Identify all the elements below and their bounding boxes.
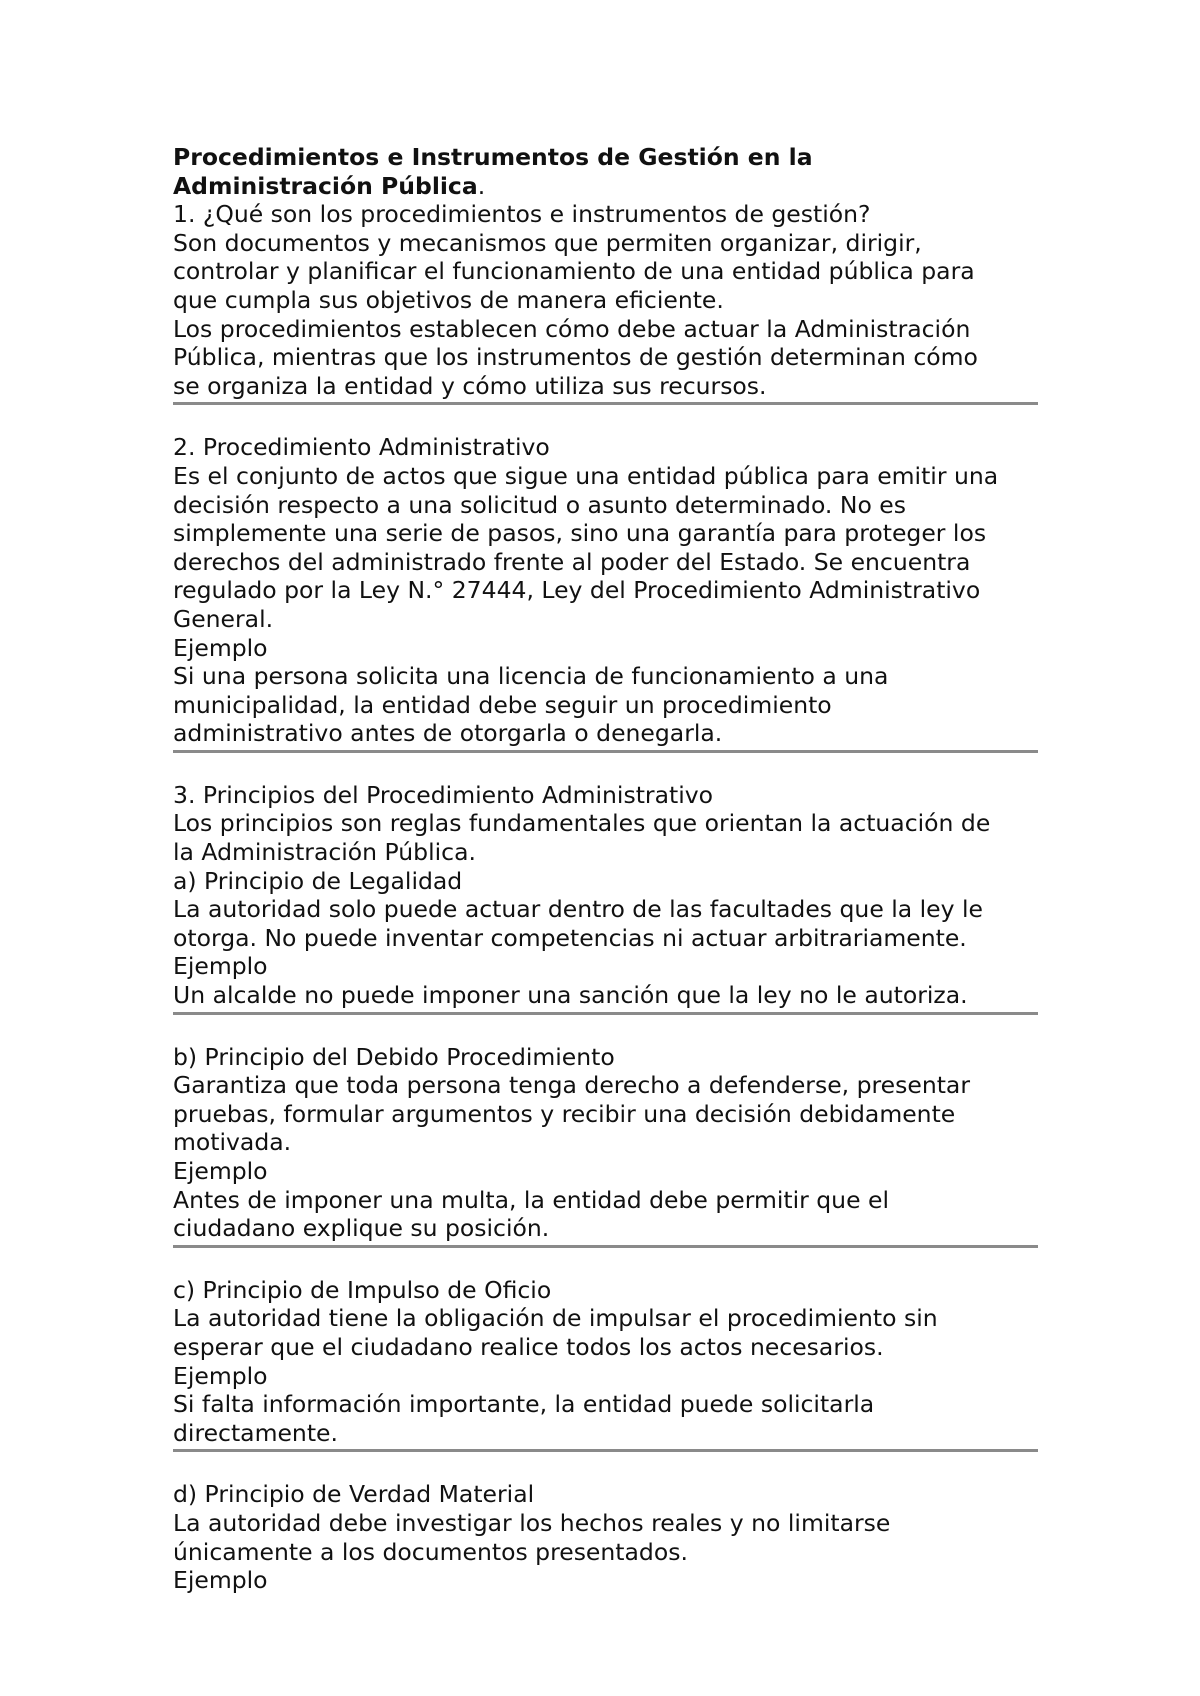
section-1-line: Son documentos y mecanismos que permiten organizar, dirigir, — [173, 228, 922, 257]
section-1 — [173, 200, 1038, 400]
document-title — [173, 143, 1038, 200]
principle-a-heading: a) Principio de Legalidad — [173, 866, 463, 895]
section-c-line: directamente. — [173, 1418, 338, 1447]
section-3 — [173, 781, 1038, 1010]
section-3-heading: 3. Principios del Procedimiento Administrativo — [173, 780, 714, 809]
section-divider — [173, 402, 1038, 405]
section-c-line: La autoridad tiene la obligación de impulsar el procedimiento sin — [173, 1304, 938, 1333]
section-2-line: administrativo antes de otorgarla o denegarla. — [173, 719, 723, 748]
section-3-line: Los principios son reglas fundamentales que orientan la actuación de — [173, 809, 991, 838]
principle-b-heading: b) Principio del Debido Procedimiento — [173, 1042, 615, 1071]
section-c-line: Si falta información importante, la entidad puede solicitarla — [173, 1390, 875, 1419]
section-1-line: Pública, mientras que los instrumentos de gestión determinan cómo — [173, 343, 978, 372]
section-b-line: ciudadano explique su posición. — [173, 1214, 550, 1243]
principle-d-heading: d) Principio de Verdad Material — [173, 1480, 535, 1509]
section-1-line: se organiza la entidad y cómo utiliza sus recursos. — [173, 371, 767, 400]
section-2-line: Es el conjunto de actos que sigue una entidad pública para emitir una — [173, 461, 999, 490]
section-2-heading: 2. Procedimiento Administrativo — [173, 433, 550, 462]
section-b-line: pruebas, formular argumentos y recibir una decisión debidamente — [173, 1099, 956, 1128]
title-line-1: Procedimientos e Instrumentos de Gestión en la — [173, 143, 813, 171]
section-2 — [173, 433, 1038, 748]
section-divider — [173, 750, 1038, 753]
section-2-line: municipalidad, la entidad debe seguir un procedimiento — [173, 690, 832, 719]
section-3-line: La autoridad solo puede actuar dentro de las facultades que la ley le — [173, 895, 983, 924]
section-divider — [173, 1449, 1038, 1452]
section-2-line: decisión respecto a una solicitud o asunto determinado. No es — [173, 490, 906, 519]
document-page — [173, 143, 1038, 1595]
section-b-line: Garantiza que toda persona tenga derecho a defenderse, presentar — [173, 1071, 970, 1100]
section-2-line: Si una persona solicita una licencia de funcionamiento a una — [173, 662, 889, 691]
section-d-line: únicamente a los documentos presentados. — [173, 1537, 688, 1566]
section-d-line: La autoridad debe investigar los hechos reales y no limitarse — [173, 1508, 891, 1537]
section-b — [173, 1043, 1038, 1243]
section-d-example-label: Ejemplo — [173, 1566, 268, 1595]
section-2-example-label: Ejemplo — [173, 633, 268, 662]
principle-c-heading: c) Principio de Impulso de Oficio — [173, 1275, 552, 1304]
section-3-line: Un alcalde no puede imponer una sanción que la ley no le autoriza. — [173, 981, 968, 1010]
section-2-line: regulado por la Ley N.° 27444, Ley del Procedimiento Administrativo — [173, 576, 981, 605]
section-b-line: Antes de imponer una multa, la entidad debe permitir que el — [173, 1185, 889, 1214]
section-b-example-label: Ejemplo — [173, 1157, 268, 1185]
section-2-line: derechos del administrado frente al poder del Estado. Se encuentra — [173, 547, 971, 576]
title-period: . — [477, 171, 486, 200]
section-divider — [173, 1012, 1038, 1015]
section-b-line: motivada. — [173, 1128, 292, 1157]
section-2-line: simplemente una serie de pasos, sino una garantía para proteger los — [173, 519, 987, 548]
section-1-line: que cumpla sus objetivos de manera eficiente. — [173, 285, 724, 314]
section-2-line: General. — [173, 604, 274, 633]
title-line-2 — [173, 172, 1038, 201]
section-3-example-label: Ejemplo — [173, 952, 268, 981]
section-3-line: otorga. No puede inventar competencias ni actuar arbitrariamente. — [173, 923, 967, 952]
section-c — [173, 1276, 1038, 1448]
section-3-line: la Administración Pública. — [173, 838, 476, 867]
section-1-heading: 1. ¿Qué son los procedimientos e instrumentos de gestión? — [173, 200, 871, 229]
section-divider — [173, 1245, 1038, 1248]
section-c-line: esperar que el ciudadano realice todos los actos necesarios. — [173, 1332, 884, 1361]
section-d — [173, 1480, 1038, 1594]
section-1-line: controlar y planificar el funcionamiento de una entidad pública para — [173, 257, 975, 286]
title-line-2-text: Administración Pública — [173, 171, 478, 200]
section-c-example-label: Ejemplo — [173, 1361, 268, 1390]
section-1-line: Los procedimientos establecen cómo debe actuar la Administración — [173, 314, 971, 343]
